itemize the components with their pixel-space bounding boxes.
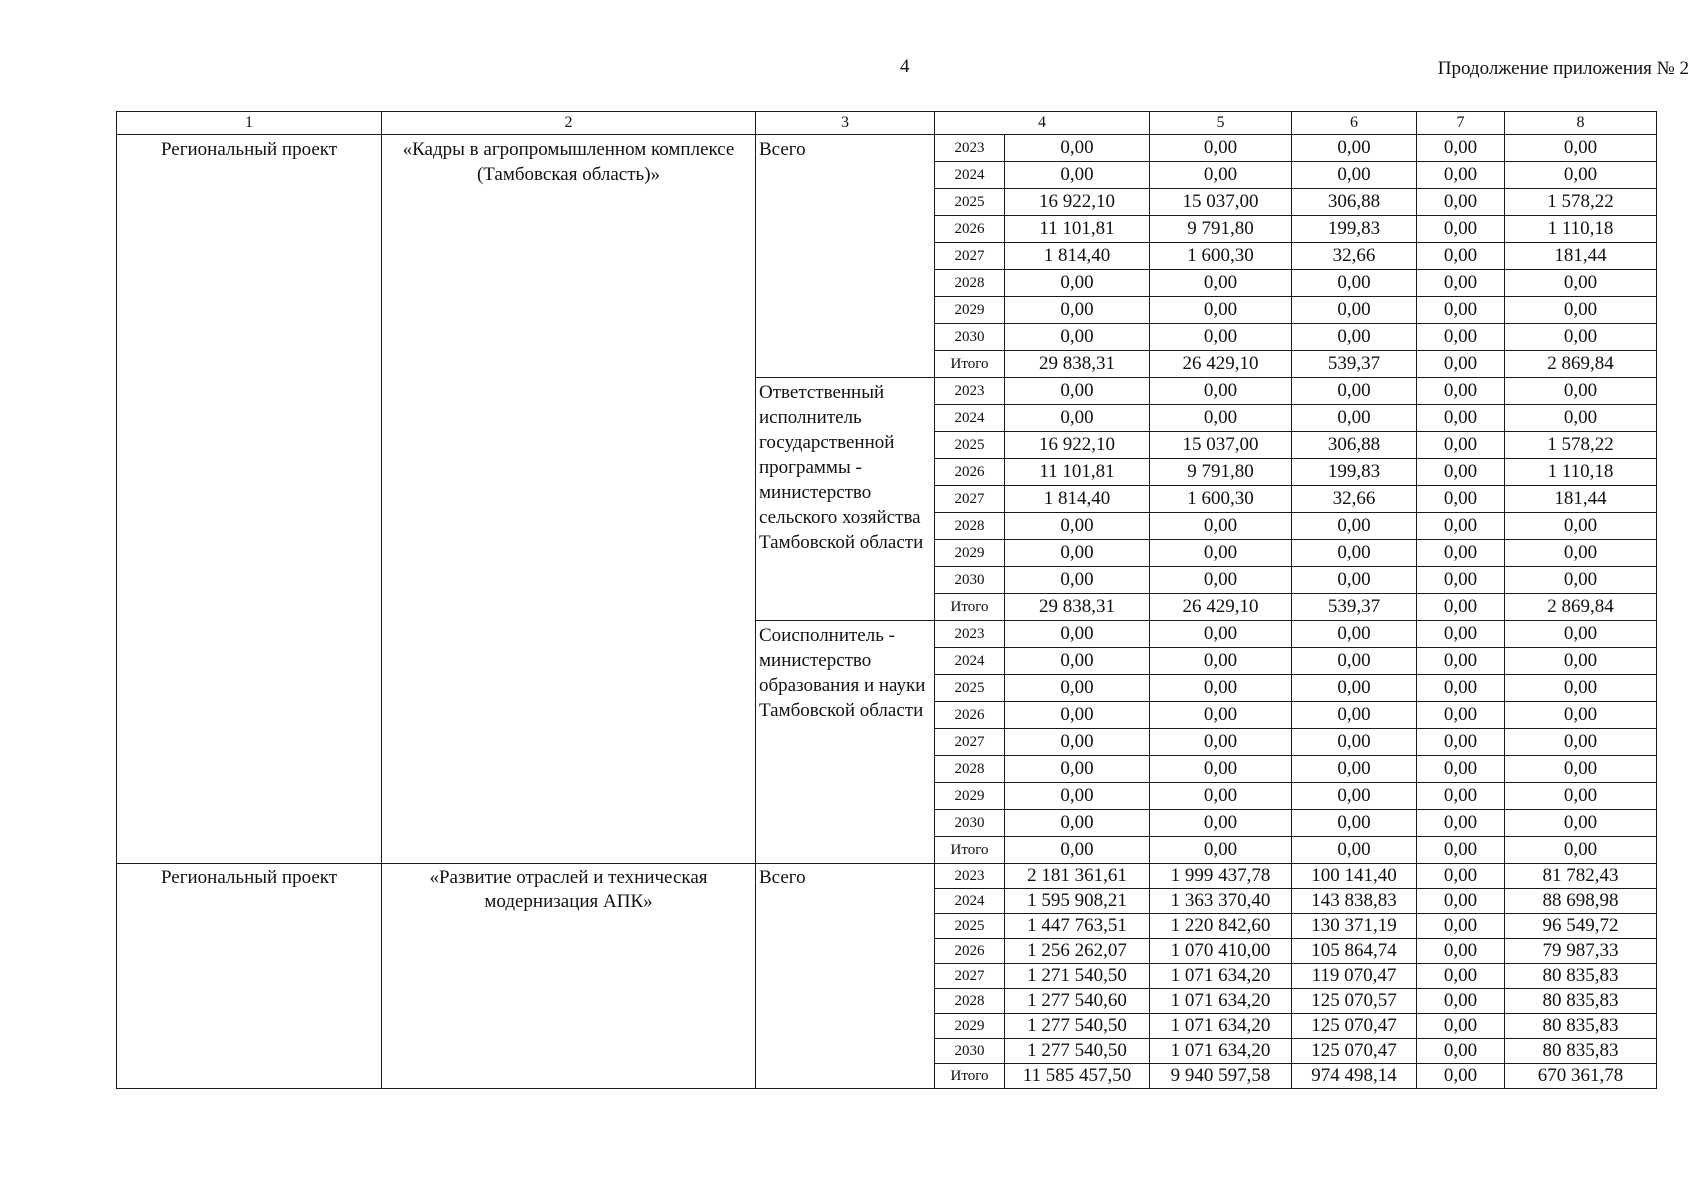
- year-cell: 2026: [935, 702, 1005, 729]
- local-budget-cell: 0,00: [1417, 914, 1505, 939]
- total-amount-cell: 0,00: [1005, 513, 1150, 540]
- federal-budget-cell: 1 071 634,20: [1150, 1014, 1292, 1039]
- federal-budget-cell: 26 429,10: [1150, 351, 1292, 378]
- other-sources-cell: 0,00: [1505, 837, 1657, 864]
- other-sources-cell: 80 835,83: [1505, 964, 1657, 989]
- regional-budget-cell: 119 070,47: [1292, 964, 1417, 989]
- other-sources-cell: 670 361,78: [1505, 1064, 1657, 1089]
- other-sources-cell: 1 110,18: [1505, 216, 1657, 243]
- year-cell: 2026: [935, 459, 1005, 486]
- other-sources-cell: 0,00: [1505, 783, 1657, 810]
- local-budget-cell: 0,00: [1417, 216, 1505, 243]
- local-budget-cell: 0,00: [1417, 810, 1505, 837]
- table-row: [117, 864, 1657, 889]
- regional-budget-cell: 143 838,83: [1292, 889, 1417, 914]
- regional-budget-cell: 0,00: [1292, 297, 1417, 324]
- federal-budget-cell: 0,00: [1150, 756, 1292, 783]
- local-budget-cell: 0,00: [1417, 378, 1505, 405]
- local-budget-cell: 0,00: [1417, 1014, 1505, 1039]
- year-cell: Итого: [935, 1064, 1005, 1089]
- other-sources-cell: 0,00: [1505, 729, 1657, 756]
- federal-budget-cell: 26 429,10: [1150, 594, 1292, 621]
- total-amount-cell: 1 277 540,60: [1005, 989, 1150, 1014]
- federal-budget-cell: 0,00: [1150, 648, 1292, 675]
- local-budget-cell: 0,00: [1417, 729, 1505, 756]
- other-sources-cell: 1 110,18: [1505, 459, 1657, 486]
- year-cell: 2030: [935, 324, 1005, 351]
- federal-budget-cell: 1 071 634,20: [1150, 964, 1292, 989]
- other-sources-cell: 0,00: [1505, 702, 1657, 729]
- total-amount-cell: 0,00: [1005, 648, 1150, 675]
- federal-budget-cell: 1 600,30: [1150, 243, 1292, 270]
- regional-budget-cell: 130 371,19: [1292, 914, 1417, 939]
- column-header: 1: [117, 112, 382, 135]
- total-amount-cell: 0,00: [1005, 702, 1150, 729]
- total-amount-cell: 1 277 540,50: [1005, 1014, 1150, 1039]
- other-sources-cell: 0,00: [1505, 378, 1657, 405]
- federal-budget-cell: 1 363 370,40: [1150, 889, 1292, 914]
- other-sources-cell: 0,00: [1505, 621, 1657, 648]
- federal-budget-cell: 1 999 437,78: [1150, 864, 1292, 889]
- total-amount-cell: 1 277 540,50: [1005, 1039, 1150, 1064]
- local-budget-cell: 0,00: [1417, 756, 1505, 783]
- total-amount-cell: 1 256 262,07: [1005, 939, 1150, 964]
- local-budget-cell: 0,00: [1417, 1039, 1505, 1064]
- federal-budget-cell: 0,00: [1150, 324, 1292, 351]
- column-header: 3: [756, 112, 935, 135]
- regional-budget-cell: 0,00: [1292, 567, 1417, 594]
- column-header: 8: [1505, 112, 1657, 135]
- continuation-note: Продолжение приложения № 2: [1437, 58, 1689, 79]
- federal-budget-cell: 1 600,30: [1150, 486, 1292, 513]
- local-budget-cell: 0,00: [1417, 989, 1505, 1014]
- federal-budget-cell: 15 037,00: [1150, 189, 1292, 216]
- project-type-cell: Региональный проект: [117, 864, 382, 1089]
- regional-budget-cell: 0,00: [1292, 405, 1417, 432]
- year-cell: 2027: [935, 729, 1005, 756]
- regional-budget-cell: 0,00: [1292, 324, 1417, 351]
- year-cell: 2023: [935, 864, 1005, 889]
- other-sources-cell: 2 869,84: [1505, 594, 1657, 621]
- other-sources-cell: 0,00: [1505, 648, 1657, 675]
- local-budget-cell: 0,00: [1417, 783, 1505, 810]
- year-cell: 2027: [935, 486, 1005, 513]
- other-sources-cell: 0,00: [1505, 513, 1657, 540]
- year-cell: 2024: [935, 889, 1005, 914]
- local-budget-cell: 0,00: [1417, 675, 1505, 702]
- other-sources-cell: 0,00: [1505, 324, 1657, 351]
- year-cell: 2028: [935, 756, 1005, 783]
- local-budget-cell: 0,00: [1417, 939, 1505, 964]
- other-sources-cell: 181,44: [1505, 486, 1657, 513]
- local-budget-cell: 0,00: [1417, 162, 1505, 189]
- regional-budget-cell: 32,66: [1292, 243, 1417, 270]
- regional-budget-cell: 0,00: [1292, 513, 1417, 540]
- regional-budget-cell: 0,00: [1292, 729, 1417, 756]
- federal-budget-cell: 0,00: [1150, 378, 1292, 405]
- table-row: [117, 135, 1657, 162]
- year-cell: 2029: [935, 1014, 1005, 1039]
- year-cell: 2029: [935, 540, 1005, 567]
- regional-budget-cell: 199,83: [1292, 459, 1417, 486]
- other-sources-cell: 0,00: [1505, 810, 1657, 837]
- local-budget-cell: 0,00: [1417, 405, 1505, 432]
- year-cell: Итого: [935, 351, 1005, 378]
- federal-budget-cell: 0,00: [1150, 540, 1292, 567]
- local-budget-cell: 0,00: [1417, 189, 1505, 216]
- column-header: 5: [1150, 112, 1292, 135]
- local-budget-cell: 0,00: [1417, 567, 1505, 594]
- total-amount-cell: 1 814,40: [1005, 243, 1150, 270]
- executor-cell: Всего: [756, 135, 935, 378]
- federal-budget-cell: 0,00: [1150, 297, 1292, 324]
- federal-budget-cell: 1 071 634,20: [1150, 989, 1292, 1014]
- executor-cell: Всего: [756, 864, 935, 1089]
- regional-budget-cell: 32,66: [1292, 486, 1417, 513]
- column-header: 4: [935, 112, 1150, 135]
- total-amount-cell: 0,00: [1005, 270, 1150, 297]
- total-amount-cell: 0,00: [1005, 729, 1150, 756]
- regional-budget-cell: 539,37: [1292, 594, 1417, 621]
- total-amount-cell: 0,00: [1005, 297, 1150, 324]
- project-section: [117, 135, 1657, 864]
- total-amount-cell: 1 814,40: [1005, 486, 1150, 513]
- project-type-cell: Региональный проект: [117, 135, 382, 864]
- regional-budget-cell: 125 070,47: [1292, 1014, 1417, 1039]
- year-cell: 2025: [935, 189, 1005, 216]
- other-sources-cell: 1 578,22: [1505, 432, 1657, 459]
- federal-budget-cell: 0,00: [1150, 729, 1292, 756]
- year-cell: 2027: [935, 243, 1005, 270]
- regional-budget-cell: 0,00: [1292, 702, 1417, 729]
- total-amount-cell: 0,00: [1005, 783, 1150, 810]
- regional-budget-cell: 0,00: [1292, 810, 1417, 837]
- local-budget-cell: 0,00: [1417, 297, 1505, 324]
- federal-budget-cell: 1 070 410,00: [1150, 939, 1292, 964]
- federal-budget-cell: 0,00: [1150, 810, 1292, 837]
- year-cell: 2028: [935, 270, 1005, 297]
- regional-budget-cell: 0,00: [1292, 162, 1417, 189]
- regional-budget-cell: 539,37: [1292, 351, 1417, 378]
- project-name-cell: «Кадры в агропромышленном комплексе (Тамбовская область)»: [382, 135, 756, 864]
- federal-budget-cell: 0,00: [1150, 162, 1292, 189]
- other-sources-cell: 0,00: [1505, 135, 1657, 162]
- year-cell: 2023: [935, 135, 1005, 162]
- other-sources-cell: 0,00: [1505, 756, 1657, 783]
- regional-budget-cell: 125 070,57: [1292, 989, 1417, 1014]
- regional-budget-cell: 0,00: [1292, 540, 1417, 567]
- total-amount-cell: 16 922,10: [1005, 189, 1150, 216]
- column-header: 6: [1292, 112, 1417, 135]
- local-budget-cell: 0,00: [1417, 540, 1505, 567]
- total-amount-cell: 0,00: [1005, 378, 1150, 405]
- regional-budget-cell: 0,00: [1292, 756, 1417, 783]
- federal-budget-cell: 0,00: [1150, 837, 1292, 864]
- year-cell: 2029: [935, 297, 1005, 324]
- project-name-cell: «Развитие отраслей и техническая модернизация АПК»: [382, 864, 756, 1089]
- year-cell: 2023: [935, 621, 1005, 648]
- regional-budget-cell: 100 141,40: [1292, 864, 1417, 889]
- year-cell: 2024: [935, 405, 1005, 432]
- federal-budget-cell: 0,00: [1150, 675, 1292, 702]
- project-section: [117, 864, 1657, 1089]
- executor-cell: Ответственный исполнитель государственной программы - министерство сельского хозяйства Тамбовской области: [756, 378, 935, 621]
- year-cell: 2030: [935, 1039, 1005, 1064]
- year-cell: 2024: [935, 648, 1005, 675]
- regional-budget-cell: 0,00: [1292, 783, 1417, 810]
- total-amount-cell: 0,00: [1005, 135, 1150, 162]
- total-amount-cell: 11 101,81: [1005, 216, 1150, 243]
- regional-budget-cell: 125 070,47: [1292, 1039, 1417, 1064]
- local-budget-cell: 0,00: [1417, 432, 1505, 459]
- year-cell: 2028: [935, 513, 1005, 540]
- local-budget-cell: 0,00: [1417, 964, 1505, 989]
- local-budget-cell: 0,00: [1417, 243, 1505, 270]
- year-cell: 2025: [935, 675, 1005, 702]
- federal-budget-cell: 15 037,00: [1150, 432, 1292, 459]
- total-amount-cell: 0,00: [1005, 162, 1150, 189]
- year-cell: 2026: [935, 939, 1005, 964]
- other-sources-cell: 0,00: [1505, 162, 1657, 189]
- executor-cell: Соисполнитель - министерство образования и науки Тамбовской области: [756, 621, 935, 864]
- local-budget-cell: 0,00: [1417, 621, 1505, 648]
- regional-budget-cell: 199,83: [1292, 216, 1417, 243]
- total-amount-cell: 1 595 908,21: [1005, 889, 1150, 914]
- local-budget-cell: 0,00: [1417, 135, 1505, 162]
- page-number: 4: [900, 56, 910, 77]
- other-sources-cell: 2 869,84: [1505, 351, 1657, 378]
- total-amount-cell: 16 922,10: [1005, 432, 1150, 459]
- other-sources-cell: 88 698,98: [1505, 889, 1657, 914]
- other-sources-cell: 80 835,83: [1505, 989, 1657, 1014]
- local-budget-cell: 0,00: [1417, 1064, 1505, 1089]
- other-sources-cell: 80 835,83: [1505, 1039, 1657, 1064]
- regional-budget-cell: 0,00: [1292, 621, 1417, 648]
- total-amount-cell: 0,00: [1005, 567, 1150, 594]
- column-number-row: [117, 112, 1657, 135]
- other-sources-cell: 81 782,43: [1505, 864, 1657, 889]
- total-amount-cell: 0,00: [1005, 837, 1150, 864]
- federal-budget-cell: 0,00: [1150, 702, 1292, 729]
- other-sources-cell: 0,00: [1505, 567, 1657, 594]
- total-amount-cell: 11 101,81: [1005, 459, 1150, 486]
- year-cell: 2030: [935, 810, 1005, 837]
- regional-budget-cell: 974 498,14: [1292, 1064, 1417, 1089]
- federal-budget-cell: 9 940 597,58: [1150, 1064, 1292, 1089]
- local-budget-cell: 0,00: [1417, 513, 1505, 540]
- local-budget-cell: 0,00: [1417, 889, 1505, 914]
- other-sources-cell: 0,00: [1505, 270, 1657, 297]
- other-sources-cell: 1 578,22: [1505, 189, 1657, 216]
- other-sources-cell: 96 549,72: [1505, 914, 1657, 939]
- year-cell: 2026: [935, 216, 1005, 243]
- total-amount-cell: 1 447 763,51: [1005, 914, 1150, 939]
- year-cell: 2025: [935, 432, 1005, 459]
- federal-budget-cell: 0,00: [1150, 621, 1292, 648]
- regional-budget-cell: 0,00: [1292, 270, 1417, 297]
- other-sources-cell: 0,00: [1505, 540, 1657, 567]
- year-cell: Итого: [935, 837, 1005, 864]
- federal-budget-cell: 0,00: [1150, 135, 1292, 162]
- local-budget-cell: 0,00: [1417, 459, 1505, 486]
- local-budget-cell: 0,00: [1417, 702, 1505, 729]
- local-budget-cell: 0,00: [1417, 594, 1505, 621]
- total-amount-cell: 0,00: [1005, 810, 1150, 837]
- other-sources-cell: 79 987,33: [1505, 939, 1657, 964]
- federal-budget-cell: 0,00: [1150, 783, 1292, 810]
- year-cell: 2025: [935, 914, 1005, 939]
- budget-table: [116, 111, 1657, 1089]
- total-amount-cell: 0,00: [1005, 405, 1150, 432]
- local-budget-cell: 0,00: [1417, 648, 1505, 675]
- year-cell: 2027: [935, 964, 1005, 989]
- year-cell: 2030: [935, 567, 1005, 594]
- column-header: 2: [382, 112, 756, 135]
- local-budget-cell: 0,00: [1417, 324, 1505, 351]
- local-budget-cell: 0,00: [1417, 864, 1505, 889]
- regional-budget-cell: 105 864,74: [1292, 939, 1417, 964]
- federal-budget-cell: 1 220 842,60: [1150, 914, 1292, 939]
- other-sources-cell: 181,44: [1505, 243, 1657, 270]
- regional-budget-cell: 306,88: [1292, 432, 1417, 459]
- local-budget-cell: 0,00: [1417, 351, 1505, 378]
- year-cell: 2028: [935, 989, 1005, 1014]
- total-amount-cell: 29 838,31: [1005, 351, 1150, 378]
- local-budget-cell: 0,00: [1417, 486, 1505, 513]
- regional-budget-cell: 306,88: [1292, 189, 1417, 216]
- local-budget-cell: 0,00: [1417, 837, 1505, 864]
- other-sources-cell: 0,00: [1505, 405, 1657, 432]
- local-budget-cell: 0,00: [1417, 270, 1505, 297]
- total-amount-cell: 0,00: [1005, 540, 1150, 567]
- other-sources-cell: 0,00: [1505, 297, 1657, 324]
- regional-budget-cell: 0,00: [1292, 675, 1417, 702]
- year-cell: Итого: [935, 594, 1005, 621]
- column-header: 7: [1417, 112, 1505, 135]
- year-cell: 2029: [935, 783, 1005, 810]
- total-amount-cell: 0,00: [1005, 621, 1150, 648]
- other-sources-cell: 80 835,83: [1505, 1014, 1657, 1039]
- other-sources-cell: 0,00: [1505, 675, 1657, 702]
- total-amount-cell: 0,00: [1005, 324, 1150, 351]
- federal-budget-cell: 9 791,80: [1150, 216, 1292, 243]
- total-amount-cell: 2 181 361,61: [1005, 864, 1150, 889]
- total-amount-cell: 11 585 457,50: [1005, 1064, 1150, 1089]
- year-cell: 2024: [935, 162, 1005, 189]
- total-amount-cell: 1 271 540,50: [1005, 964, 1150, 989]
- federal-budget-cell: 9 791,80: [1150, 459, 1292, 486]
- total-amount-cell: 0,00: [1005, 675, 1150, 702]
- total-amount-cell: 0,00: [1005, 756, 1150, 783]
- federal-budget-cell: 0,00: [1150, 567, 1292, 594]
- federal-budget-cell: 0,00: [1150, 405, 1292, 432]
- regional-budget-cell: 0,00: [1292, 648, 1417, 675]
- federal-budget-cell: 0,00: [1150, 513, 1292, 540]
- regional-budget-cell: 0,00: [1292, 378, 1417, 405]
- year-cell: 2023: [935, 378, 1005, 405]
- total-amount-cell: 29 838,31: [1005, 594, 1150, 621]
- regional-budget-cell: 0,00: [1292, 135, 1417, 162]
- federal-budget-cell: 0,00: [1150, 270, 1292, 297]
- federal-budget-cell: 1 071 634,20: [1150, 1039, 1292, 1064]
- regional-budget-cell: 0,00: [1292, 837, 1417, 864]
